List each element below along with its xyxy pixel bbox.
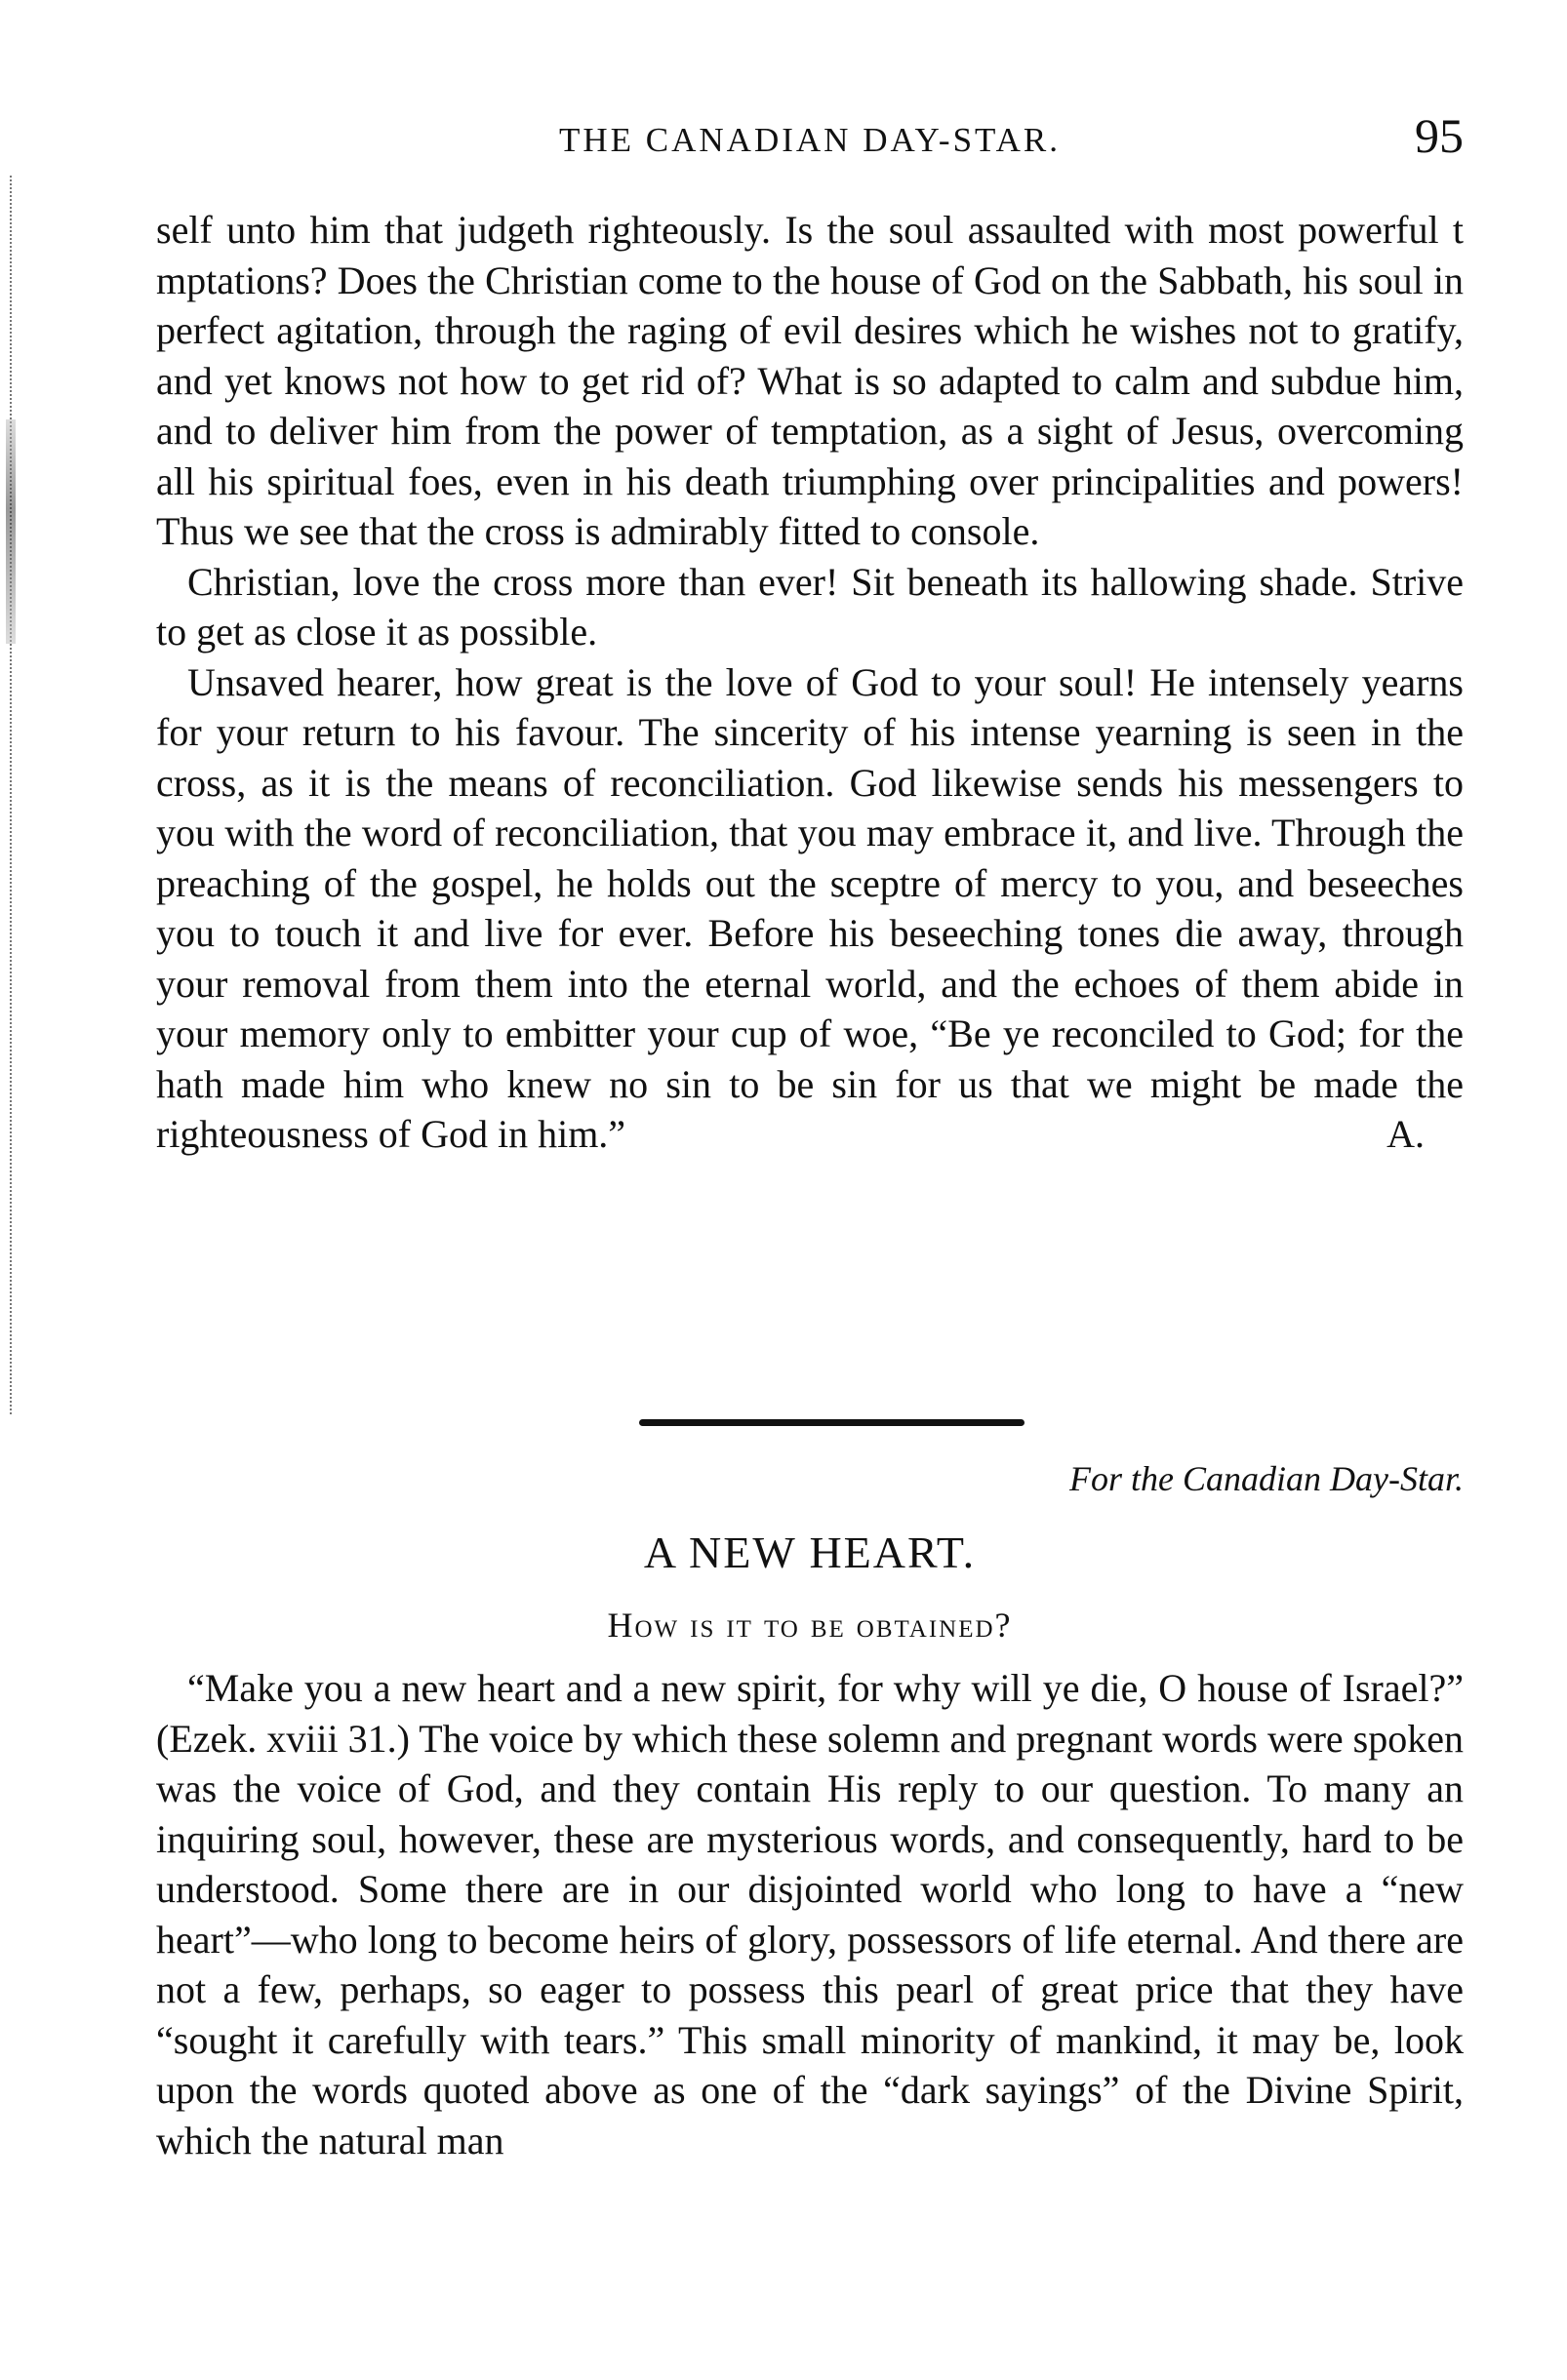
article-subtitle: How is it to be obtained? — [607, 1606, 1013, 1645]
page-header — [156, 107, 1464, 176]
scan-smudge — [6, 419, 16, 644]
page-number: 95 — [1415, 108, 1464, 163]
running-title: THE CANADIAN DAY-STAR. — [559, 121, 1061, 159]
paragraph: Christian, love the cross more than ever! Sit beneath its hallowing shade. Strive to get as close it as possible. — [156, 559, 1464, 654]
previous-article-body — [156, 205, 1464, 1160]
author-signature: A. — [1386, 1112, 1425, 1156]
article-byline: For the Canadian Day-Star. — [1069, 1459, 1464, 1498]
scan-binding-edge — [10, 176, 18, 1414]
paragraph: self unto him that judgeth righteously. Is the soul assaulted with most powerful t mptations? Does the Christian come to the house of God on the Sabbath, his soul in perfect agitation, through the raging of evil desires which he wishes not to gratify, and yet knows not how to get rid of? What is so adapted to calm and subdue him, and to deliver him from the power of temptation, as a sight of Jesus, overcoming all his spiritual foes, even in his death triumphing over principalities and powers! Thus we see that the cross is admirably fitted to console. — [156, 208, 1464, 553]
paragraph: “Make you a new heart and a new spirit, for why will ye die, O house of Israel?” (Ezek. xviii 31.) The voice by which these solemn and pregnant words were spoken was the voice of God, and they contain His reply to our question. To many an inquiring soul, however, these are mysterious words, and consequently, hard to be understood. Some there are in our disjointed world who long to have a “new heart”—who long to become heirs of glory, possessors of life eternal. And there are not a few, perhaps, so eager to possess this pearl of great price that they have “sought it carefully with tears.” This small minority of mankind, it may be, look upon the words quoted above as one of the “dark sayings” of the Divine Spirit, which the natural man — [156, 1666, 1464, 2162]
article-title: A NEW HEART. — [643, 1527, 977, 1577]
paragraph — [156, 657, 1464, 1160]
paragraph-text: Unsaved hearer, how great is the love of God to your soul! He intensely yearns for your return to his favour. The sincerity of his intense yearning is seen in the cross, as it is the means of reconciliation. God likewise sends his messengers to you with the word of reconciliation, that you may embrace it, and live. Through the preaching of the gospel, he holds out the sceptre of mercy to you, and beseeches you to touch it and live for ever. Before his beseeching tones die away, through your removal from them into the eternal world, and the echoes of them abide in your memory only to embitter your cup of woe, “Be ye reconciled to God; for the hath made him who knew no sin to be sin for us that we might be made the righteousness of God in him.” — [156, 659, 1464, 1156]
section-divider — [639, 1419, 1025, 1426]
article-body — [156, 1663, 1464, 2165]
